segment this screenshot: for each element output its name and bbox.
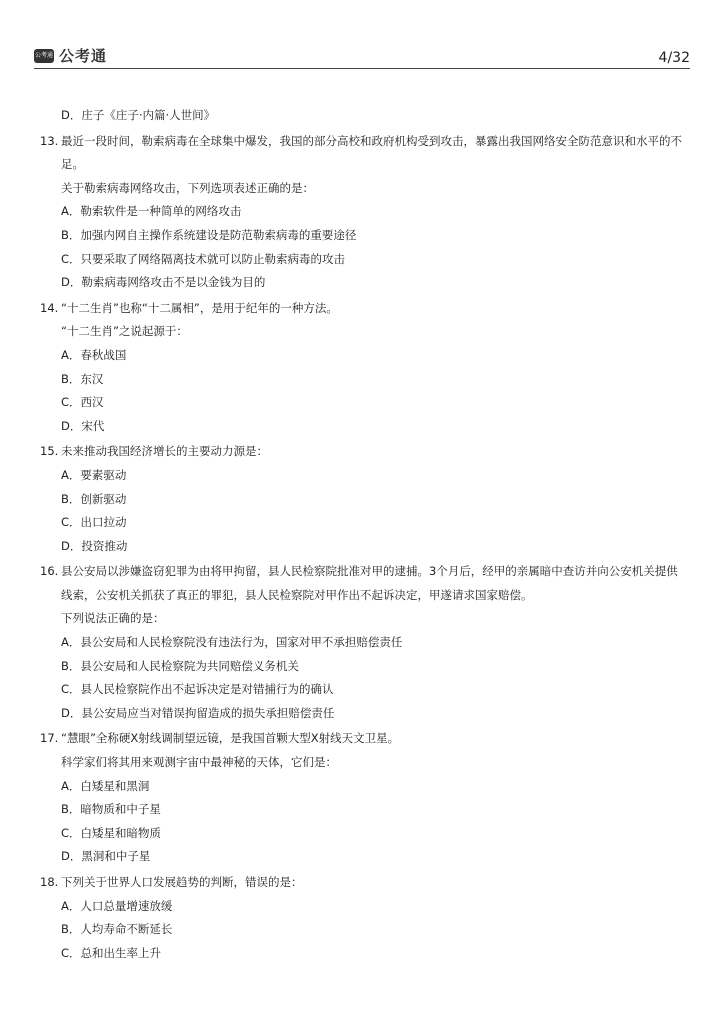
q14-option-d: D．宋代 — [61, 418, 105, 433]
q13-stem: 关于勒索病毒网络攻击，下列选项表述正确的是： — [61, 180, 314, 195]
q14-option-a: A．春秋战国 — [61, 347, 127, 362]
q17-option-d: D．黑洞和中子星 — [61, 849, 151, 864]
question-number: 13. — [40, 133, 59, 148]
q16-option-b: B．县公安局和人民检察院为共同赔偿义务机关 — [61, 658, 299, 673]
question-text: “十二生肖”也称“十二属相”，是用于纪年的一种方法。 — [61, 300, 338, 315]
q17-option-a: A．白矮星和黑洞 — [61, 778, 150, 793]
q17-option-c: C．白矮星和暗物质 — [61, 825, 162, 840]
q15-option-c: C．出口拉动 — [61, 515, 127, 530]
q18-option-a: A．人口总量增速放缓 — [61, 898, 173, 913]
question-text: 县公安局以涉嫌盗窃犯罪为由将甲拘留，县人民检察院批准对甲的逮捕。3个月后，经甲的亲属暗中查访并向公安机关提供线索，公安机关抓获了真正的罪犯，县人民检察院对甲作出不起诉决定，甲遂请求国家赔偿。 — [61, 564, 678, 602]
q13-option-d: D．勒索病毒网络攻击不是以金钱为目的 — [61, 275, 266, 290]
q13-option-c: C．只要采取了网络隔离技术就可以防止勒索病毒的攻击 — [61, 251, 346, 266]
question-text: 下列关于世界人口发展趋势的判断，错误的是： — [61, 875, 303, 889]
q17-option-b: B．暗物质和中子星 — [61, 802, 161, 817]
q15-option-d: D．投资推动 — [61, 538, 128, 553]
page-header — [34, 42, 690, 70]
q15-text — [40, 440, 688, 464]
question-text: 最近一段时间，勒索病毒在全球集中爆发，我国的部分高校和政府机构受到攻击，暴露出我国网络安全防范意识和水平的不足。 — [61, 133, 682, 172]
q12-option-d: D．庄子《庄子·内篇·人世间》 — [61, 108, 216, 122]
q16-option-c: C．县人民检察院作出不起诉决定是对错捕行为的确认 — [61, 682, 334, 697]
q13-option-a: A．勒索软件是一种简单的网络攻击 — [61, 204, 242, 219]
q18-text — [40, 871, 688, 895]
q15-option-a: A．要素驱动 — [61, 467, 127, 482]
question-number: 15. — [40, 444, 59, 459]
question-number: 14. — [40, 300, 59, 315]
page-number: 4/32 — [658, 50, 690, 66]
q14-text — [40, 297, 688, 321]
question-number: 16. — [40, 564, 59, 579]
brand-name: 公考通 — [59, 47, 108, 65]
q18-option-b: B．人均寿命不断延长 — [61, 922, 173, 937]
q13-text — [40, 130, 688, 177]
question-number: 17. — [40, 731, 59, 746]
question-list — [40, 104, 688, 965]
q14-option-b: B．东汉 — [61, 371, 104, 386]
q16-text — [40, 560, 688, 607]
q16-option-a: A．县公安局和人民检察院没有违法行为，国家对甲不承担赔偿责任 — [61, 635, 403, 650]
q16-stem: 下列说法正确的是： — [61, 611, 165, 626]
q17-stem: 科学家们将其用来观测宇宙中最神秘的天体，它们是： — [61, 755, 337, 770]
q17-text — [40, 727, 688, 751]
q16-option-d: D．县公安局应当对错误拘留造成的损失承担赔偿责任 — [61, 705, 335, 720]
logo-mark-icon: 公考通 — [34, 49, 54, 63]
q18-option-c: C．总和出生率上升 — [61, 945, 162, 960]
q14-stem: “十二生肖”之说起源于： — [61, 324, 188, 339]
q15-option-b: B．创新驱动 — [61, 491, 127, 506]
q13-option-b: B．加强内网自主操作系统建设是防范勒索病毒的重要途径 — [61, 227, 357, 242]
header-divider — [34, 68, 690, 69]
q14-option-c: C．西汉 — [61, 395, 104, 410]
question-text: “慧眼”全称硬X射线调制望远镜，是我国首颗大型X射线天文卫星。 — [61, 731, 400, 746]
question-text: 未来推动我国经济增长的主要动力源是： — [61, 444, 268, 459]
question-number: 18. — [40, 875, 59, 889]
brand-logo — [34, 45, 107, 66]
